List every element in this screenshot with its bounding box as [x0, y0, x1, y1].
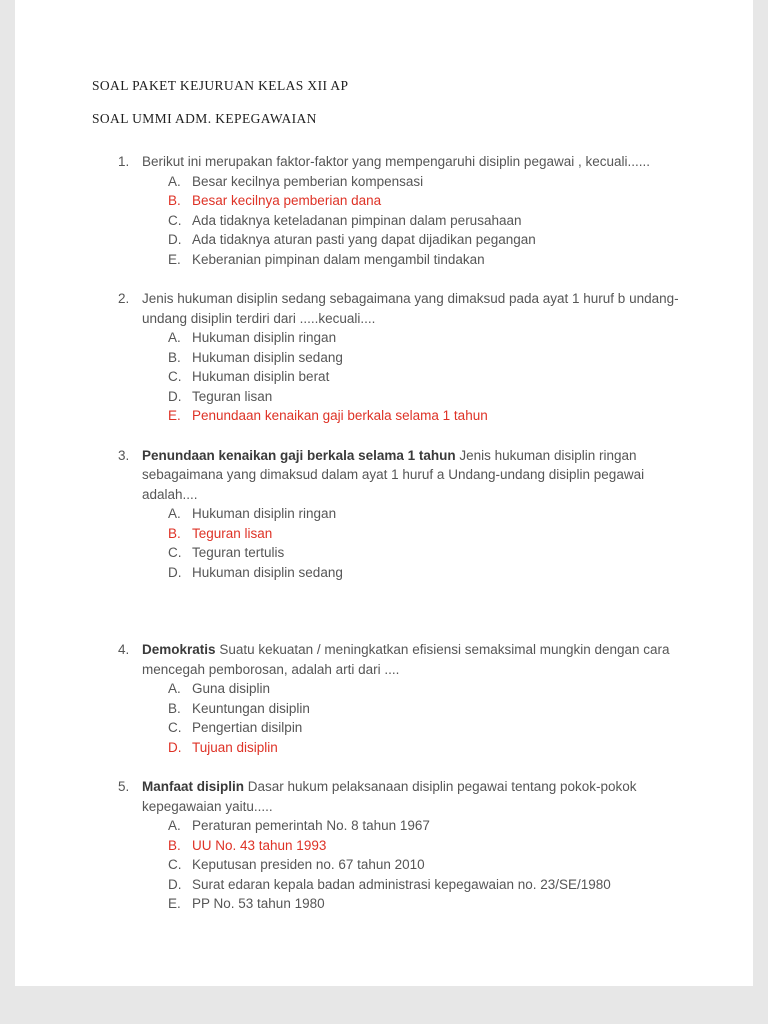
option-letter: A.: [168, 506, 181, 521]
option-letter: B.: [168, 193, 181, 208]
option-text: Hukuman disiplin berat: [192, 369, 330, 384]
answer-option: [168, 172, 681, 192]
question-number: 1.: [118, 154, 130, 169]
answer-options: [142, 328, 681, 426]
option-text: Hukuman disiplin ringan: [192, 330, 337, 345]
option-text: Ada tidaknya keteladanan pimpinan dalam perusahaan: [192, 212, 522, 228]
option-letter: B.: [168, 837, 181, 853]
answer-option: [168, 699, 681, 719]
option-text: Hukuman disiplin ringan: [192, 506, 337, 521]
question-text: [142, 640, 681, 679]
page-content: [15, 0, 753, 914]
option-letter: E.: [168, 896, 181, 911]
question-text-body: Jenis hukuman disiplin sedang sebagaimana yang dimaksud pada ayat 1 huruf b undang-undang disiplin terdiri dari .....kecuali....: [142, 291, 679, 326]
answer-option: [168, 367, 681, 387]
question-body: [142, 289, 681, 426]
answer-option: [168, 250, 681, 270]
question-number: 5.: [118, 779, 130, 794]
answer-options: [142, 504, 681, 582]
question-bold-prefix: Demokratis: [142, 642, 216, 657]
answer-option: [168, 563, 681, 583]
question-body: [142, 152, 681, 269]
option-text: Surat edaran kepala badan administrasi kepegawaian no. 23/SE/1980: [192, 876, 611, 892]
option-letter: C.: [168, 369, 182, 384]
document-title: SOAL PAKET KEJURUAN KELAS XII AP: [92, 78, 349, 93]
question-bold-prefix: Penundaan kenaikan gaji berkala selama 1 tahun: [142, 447, 456, 463]
option-letter: C.: [168, 212, 182, 228]
answer-option: [168, 894, 681, 914]
question-body: [142, 640, 681, 757]
option-text: Teguran tertulis: [192, 545, 285, 560]
answer-option: [168, 855, 681, 875]
question-text: [142, 289, 681, 328]
option-text: UU No. 43 tahun 1993: [192, 837, 327, 853]
answer-option: [168, 211, 681, 231]
option-letter: D.: [168, 876, 182, 892]
question-text-body: Jenis hukuman disiplin ringan sebagaimana yang dimaksud dalam ayat 1 huruf a Undang-undang disiplin pegawai adalah....: [142, 447, 645, 502]
question: [118, 777, 681, 914]
option-letter: D.: [168, 232, 182, 247]
question-number: 3.: [118, 447, 130, 463]
question: [118, 640, 681, 757]
question-bold-prefix: Manfaat disiplin: [142, 779, 245, 794]
document-subtitle: SOAL UMMI ADM. KEPEGAWAIAN: [92, 111, 317, 126]
option-text: Tujuan disiplin: [192, 739, 278, 755]
option-text: Hukuman disiplin sedang: [192, 349, 343, 365]
option-letter: C.: [168, 857, 182, 872]
question-text: [142, 777, 681, 816]
question-text: [142, 152, 681, 172]
answer-option: [168, 191, 681, 211]
option-letter: A.: [168, 330, 181, 345]
option-text: Ada tidaknya aturan pasti yang dapat dijadikan pegangan: [192, 232, 536, 247]
answer-option: [168, 406, 681, 426]
question-text-body: Dasar hukum pelaksanaan disiplin pegawai tentang pokok-pokok kepegawaian yaitu.....: [142, 779, 637, 814]
answer-option: [168, 816, 681, 836]
option-letter: A.: [168, 173, 181, 189]
question: [118, 152, 681, 269]
option-text: Penundaan kenaikan gaji berkala selama 1 tahun: [192, 408, 488, 423]
answer-option: [168, 836, 681, 856]
option-text: Teguran lisan: [192, 525, 273, 541]
option-letter: C.: [168, 720, 182, 735]
option-letter: A.: [168, 818, 181, 833]
question-number: 4.: [118, 642, 130, 657]
answer-option: [168, 679, 681, 699]
option-text: Pengertian disilpin: [192, 720, 303, 735]
option-letter: B.: [168, 700, 181, 716]
answer-option: [168, 738, 681, 758]
question-body: [142, 446, 681, 583]
option-text: Peraturan pemerintah No. 8 tahun 1967: [192, 818, 430, 833]
option-letter: B.: [168, 525, 181, 541]
option-letter: E.: [168, 408, 181, 423]
option-text: PP No. 53 tahun 1980: [192, 896, 325, 911]
answer-options: [142, 816, 681, 914]
question-number: 2.: [118, 291, 130, 306]
question-text-body: Suatu kekuatan / meningkatkan efisiensi semaksimal mungkin dengan cara mencegah pemborosan, adalah arti dari ....: [142, 642, 670, 677]
answer-option: [168, 504, 681, 524]
option-text: Besar kecilnya pemberian kompensasi: [192, 173, 424, 189]
option-text: Guna disiplin: [192, 681, 271, 696]
answer-option: [168, 230, 681, 250]
answer-option: [168, 524, 681, 544]
answer-options: [142, 679, 681, 757]
question: [118, 446, 681, 583]
option-letter: E.: [168, 251, 181, 267]
question-text: [142, 446, 681, 505]
option-text: Keberanian pimpinan dalam mengambil tindakan: [192, 251, 485, 267]
answer-options: [142, 172, 681, 270]
option-letter: C.: [168, 545, 182, 560]
answer-option: [168, 328, 681, 348]
option-letter: B.: [168, 349, 181, 365]
option-letter: A.: [168, 681, 181, 696]
option-text: Besar kecilnya pemberian dana: [192, 193, 382, 208]
option-text: Keuntungan disiplin: [192, 700, 310, 716]
answer-option: [168, 543, 681, 563]
answer-option: [168, 387, 681, 407]
answer-option: [168, 875, 681, 895]
option-text: Hukuman disiplin sedang: [192, 564, 343, 580]
option-letter: D.: [168, 564, 182, 580]
question: [118, 289, 681, 426]
question-text-body: Berikut ini merupakan faktor-faktor yang mempengaruhi disiplin pegawai , kecuali......: [142, 154, 651, 169]
option-letter: D.: [168, 739, 182, 755]
answer-option: [168, 348, 681, 368]
document-page: [15, 0, 753, 986]
option-letter: D.: [168, 388, 182, 404]
answer-option: [168, 718, 681, 738]
question-list: [118, 152, 681, 914]
option-text: Keputusan presiden no. 67 tahun 2010: [192, 857, 425, 872]
option-text: Teguran lisan: [192, 388, 273, 404]
question-body: [142, 777, 681, 914]
